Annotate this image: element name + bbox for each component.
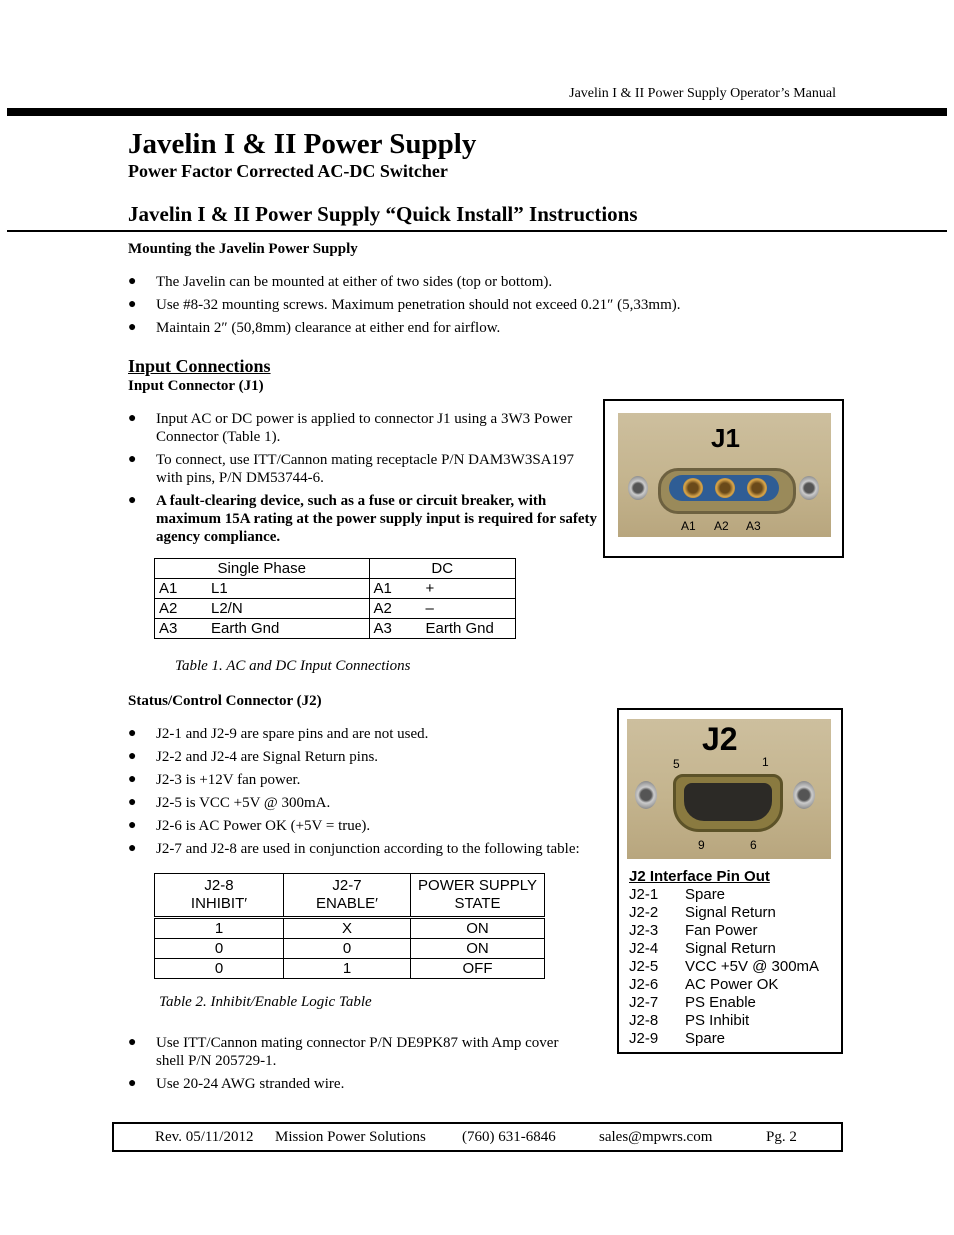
table-cell: + xyxy=(422,579,516,599)
inhibit-enable-table xyxy=(154,873,545,979)
screw-icon xyxy=(628,476,648,500)
table-cell: X xyxy=(284,918,411,939)
screw-icon xyxy=(793,781,815,809)
list-item: ● Use ITT/Cannon mating connector P/N DE9PK87 with Amp cover shell P/N 205729-1. xyxy=(128,1035,559,1069)
header-rule xyxy=(7,108,947,116)
table-row xyxy=(155,559,516,579)
j2-pin-label: 5 xyxy=(673,757,680,771)
list-item: ● Use #8-32 mounting screws. Maximum penetration should not exceed 0.21″ (5,33mm). xyxy=(128,297,681,313)
table-row xyxy=(155,619,516,639)
bullet-icon: ● xyxy=(128,274,137,289)
bullet-icon: ● xyxy=(128,411,137,426)
pin-icon xyxy=(715,478,735,498)
table-cell: 0 xyxy=(155,939,284,959)
section-title: Javelin I & II Power Supply “Quick Install” Instructions xyxy=(128,202,638,226)
table-cell: Earth Gnd xyxy=(422,619,516,639)
table-header-cell: DC xyxy=(369,559,516,579)
bullet-icon: ● xyxy=(128,795,137,810)
pinout-list xyxy=(629,886,819,1048)
page-footer xyxy=(112,1122,843,1152)
table-cell: A1 xyxy=(155,579,208,599)
table-cell: 0 xyxy=(284,939,411,959)
j2-insert xyxy=(684,783,772,821)
pin-icon xyxy=(683,478,703,498)
j2-photo-frame xyxy=(617,708,843,1054)
j1-pin-label: A2 xyxy=(714,519,729,533)
footer-phone: (760) 631-6846 xyxy=(462,1129,556,1145)
table-header-cell: J2-7 ENABLE′ xyxy=(284,874,411,918)
list-item: ● Maintain 2″ (50,8mm) clearance at either end for airflow. xyxy=(128,320,501,336)
j2-pin-label: 6 xyxy=(750,838,757,852)
input-connections-table xyxy=(154,558,516,639)
table-cell: 1 xyxy=(155,918,284,939)
pinout-row: J2-2 Signal Return xyxy=(629,904,776,921)
page-title: Javelin I & II Power Supply xyxy=(128,128,477,160)
page-subtitle: Power Factor Corrected AC-DC Switcher xyxy=(128,161,448,181)
table-row xyxy=(155,599,516,619)
list-item: ● J2-5 is VCC +5V @ 300mA. xyxy=(128,795,331,811)
table-cell: OFF xyxy=(411,959,545,979)
mounting-heading: Mounting the Javelin Power Supply xyxy=(128,241,358,257)
pin-icon xyxy=(747,478,767,498)
status-list-after xyxy=(128,1034,588,1093)
j1-connector-photo xyxy=(618,413,831,537)
bullet-icon: ● xyxy=(128,772,137,787)
pinout-row: J2-9 Spare xyxy=(629,1030,726,1047)
bullet-icon: ● xyxy=(128,1035,137,1050)
bullet-icon: ● xyxy=(128,749,137,764)
table-cell: A2 xyxy=(369,599,422,619)
table-row xyxy=(155,579,516,599)
table-cell: 0 xyxy=(155,959,284,979)
j2-connector-photo xyxy=(627,719,831,859)
footer-company: Mission Power Solutions xyxy=(275,1129,426,1145)
table-row xyxy=(155,918,545,939)
pinout-row: J2-7 PS Enable xyxy=(629,994,756,1011)
j1-shell xyxy=(658,468,796,514)
table-cell: ON xyxy=(411,939,545,959)
table2-caption: Table 2. Inhibit/Enable Logic Table xyxy=(159,994,372,1010)
list-item: ● J2-6 is AC Power OK (+5V = true). xyxy=(128,818,371,834)
table-row xyxy=(155,959,545,979)
list-item: ● To connect, use ITT/Cannon mating receptacle P/N DAM3W3SA197 with pins, P/N DM53744-6. xyxy=(128,452,575,486)
input-connections-heading: Input Connections xyxy=(128,356,271,376)
bullet-icon: ● xyxy=(128,493,137,508)
table-cell: Earth Gnd xyxy=(207,619,369,639)
pinout-row: J2-4 Signal Return xyxy=(629,940,776,957)
table-cell: L2/N xyxy=(207,599,369,619)
pinout-row: J2-3 Fan Power xyxy=(629,922,758,939)
footer-revision: Rev. 05/11/2012 xyxy=(155,1129,254,1145)
table-header-cell: J2-8 INHIBIT′ xyxy=(155,874,284,918)
list-item: ● J2-1 and J2-9 are spare pins and are not used. xyxy=(128,726,429,742)
j2-pin-label: 9 xyxy=(698,838,705,852)
table-cell: – xyxy=(422,599,516,619)
table-row xyxy=(155,939,545,959)
table-cell: 1 xyxy=(284,959,411,979)
section-rule xyxy=(7,230,947,232)
mounting-list xyxy=(128,273,828,337)
input-connector-heading: Input Connector (J1) xyxy=(128,378,264,394)
bullet-icon: ● xyxy=(128,1076,137,1091)
list-item: ● A fault-clearing device, such as a fuse or circuit breaker, with maximum 15A rating at the power supply input is required for safety agency compliance. xyxy=(128,493,597,545)
list-item: ● J2-2 and J2-4 are Signal Return pins. xyxy=(128,749,379,765)
j1-photo-label: J1 xyxy=(711,423,740,453)
pinout-row: J2-5 VCC +5V @ 300mA xyxy=(629,958,820,975)
table-header-cell: Single Phase xyxy=(155,559,370,579)
bullet-icon: ● xyxy=(128,726,137,741)
list-item: ● J2-3 is +12V fan power. xyxy=(128,772,301,788)
list-item: ● J2-7 and J2-8 are used in conjunction according to the following table: xyxy=(128,841,580,857)
j2-pin-label: 1 xyxy=(762,755,769,769)
pinout-row: J2-8 PS Inhibit xyxy=(629,1012,750,1029)
input-list xyxy=(128,410,598,546)
table-cell: L1 xyxy=(207,579,369,599)
table-cell: A3 xyxy=(155,619,208,639)
j2-shell xyxy=(673,774,783,832)
bullet-icon: ● xyxy=(128,320,137,335)
footer-page-number: Pg. 2 xyxy=(766,1129,797,1145)
table-row xyxy=(155,874,545,918)
table-header-cell: POWER SUPPLY STATE xyxy=(411,874,545,918)
list-item: ● Input AC or DC power is applied to connector J1 using a 3W3 Power Connector (Table 1). xyxy=(128,411,573,445)
table-cell: A2 xyxy=(155,599,208,619)
bullet-icon: ● xyxy=(128,841,137,856)
bullet-icon: ● xyxy=(128,452,137,467)
j2-photo-label: J2 xyxy=(702,721,738,757)
screw-icon xyxy=(799,476,819,500)
running-header: Javelin I & II Power Supply Operator’s Manual xyxy=(569,86,836,101)
status-connector-heading: Status/Control Connector (J2) xyxy=(128,693,322,709)
table-cell: ON xyxy=(411,918,545,939)
list-item: ● Use 20-24 AWG stranded wire. xyxy=(128,1076,345,1092)
bullet-icon: ● xyxy=(128,297,137,312)
list-item: ● The Javelin can be mounted at either of two sides (top or bottom). xyxy=(128,274,553,290)
pinout-title: J2 Interface Pin Out xyxy=(629,868,770,885)
screw-icon xyxy=(635,781,657,809)
pinout-row: J2-1 Spare xyxy=(629,886,726,903)
footer-email: sales@mpwrs.com xyxy=(599,1129,713,1145)
j1-photo-frame xyxy=(603,399,844,558)
j1-pin-label: A3 xyxy=(746,519,761,533)
status-list xyxy=(128,725,608,858)
table-cell: A3 xyxy=(369,619,422,639)
table1-caption: Table 1. AC and DC Input Connections xyxy=(175,658,411,674)
table-cell: A1 xyxy=(369,579,422,599)
j1-pin-label: A1 xyxy=(681,519,696,533)
pinout-row: J2-6 AC Power OK xyxy=(629,976,779,993)
bullet-icon: ● xyxy=(128,818,137,833)
